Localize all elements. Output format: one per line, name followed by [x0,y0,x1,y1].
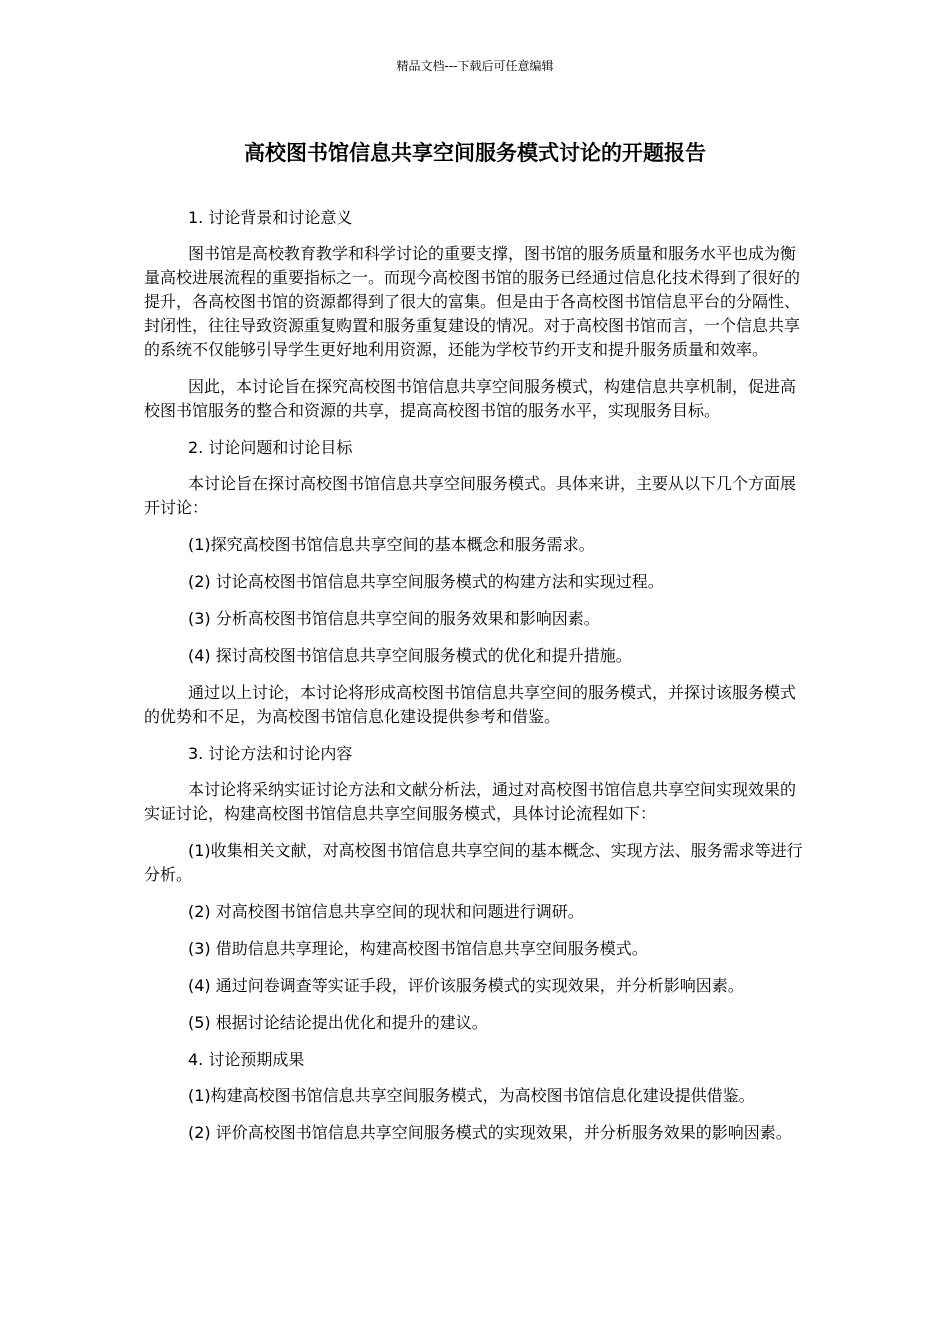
section-heading: 4. 讨论预期成果 [188,1050,305,1069]
list-item: (2) 评价高校图书馆信息共享空间服务模式的实现效果，并分析服务效果的影响因素。 [188,1123,792,1142]
document-body [144,206,806,1158]
list-item: (2) 对高校图书馆信息共享空间的现状和问题进行调研。 [188,902,584,921]
document-title: 高校图书馆信息共享空间服务模式讨论的开题报告 [244,141,706,165]
list-item: (3) 借助信息共享理论，构建高校图书馆信息共享空间服务模式。 [188,939,648,958]
list-item: (1)构建高校图书馆信息共享空间服务模式，为高校图书馆信息化建设提供借鉴。 [188,1086,755,1105]
paragraph: 本讨论旨在探讨高校图书馆信息共享空间服务模式。具体来讲，主要从以下几个方面展开讨论： [144,474,797,517]
list-item: (1)探究高校图书馆信息共享空间的基本概念和服务需求。 [188,535,595,554]
section-heading: 3. 讨论方法和讨论内容 [188,744,353,763]
page-header: 精品文档---下载后可任意编辑 [396,59,554,73]
paragraph: 通过以上讨论，本讨论将形成高校图书馆信息共享空间的服务模式，并探讨该服务模式的优势和不足，为高校图书馆信息化建设提供参考和借鉴。 [144,683,797,726]
list-item: (1)收集相关文献，对高校图书馆信息共享空间的基本概念、实现方法、服务需求等进行分析。 [144,841,803,884]
paragraph: 本讨论将采纳实证讨论方法和文献分析法，通过对高校图书馆信息共享空间实现效果的实证讨论，构建高校图书馆信息共享空间服务模式，具体讨论流程如下： [144,780,797,823]
paragraph: 因此，本讨论旨在探究高校图书馆信息共享空间服务模式，构建信息共享机制，促进高校图书馆服务的整合和资源的共享，提高高校图书馆的服务水平，实现服务目标。 [144,377,797,420]
list-item: (4) 探讨高校图书馆信息共享空间服务模式的优化和提升措施。 [188,646,632,665]
list-item: (4) 通过问卷调查等实证手段，评价该服务模式的实现效果，并分析影响因素。 [188,976,744,995]
section-heading: 2. 讨论问题和讨论目标 [188,438,353,457]
list-item: (3) 分析高校图书馆信息共享空间的服务效果和影响因素。 [188,609,600,628]
list-item: (5) 根据讨论结论提出优化和提升的建议。 [188,1013,488,1032]
paragraph: 图书馆是高校教育教学和科学讨论的重要支撑，图书馆的服务质量和服务水平也成为衡量高校进展流程的重要指标之一。而现今高校图书馆的服务已经通过信息化技术得到了很好的提升，各高校图书馆的资源都得到了很大的富集。但是由于各高校图书馆信息平台的分隔性、封闭性，往往导致资源重复购置和服务重复建设的情况。对于高校图书馆而言，一个信息共享的系统不仅能够引导学生更好地利用资源，还能为学校节约开支和提升服务质量和效率。 [144,244,801,359]
list-item: (2) 讨论高校图书馆信息共享空间服务模式的构建方法和实现过程。 [188,572,664,591]
section-heading: 1. 讨论背景和讨论意义 [188,208,353,227]
